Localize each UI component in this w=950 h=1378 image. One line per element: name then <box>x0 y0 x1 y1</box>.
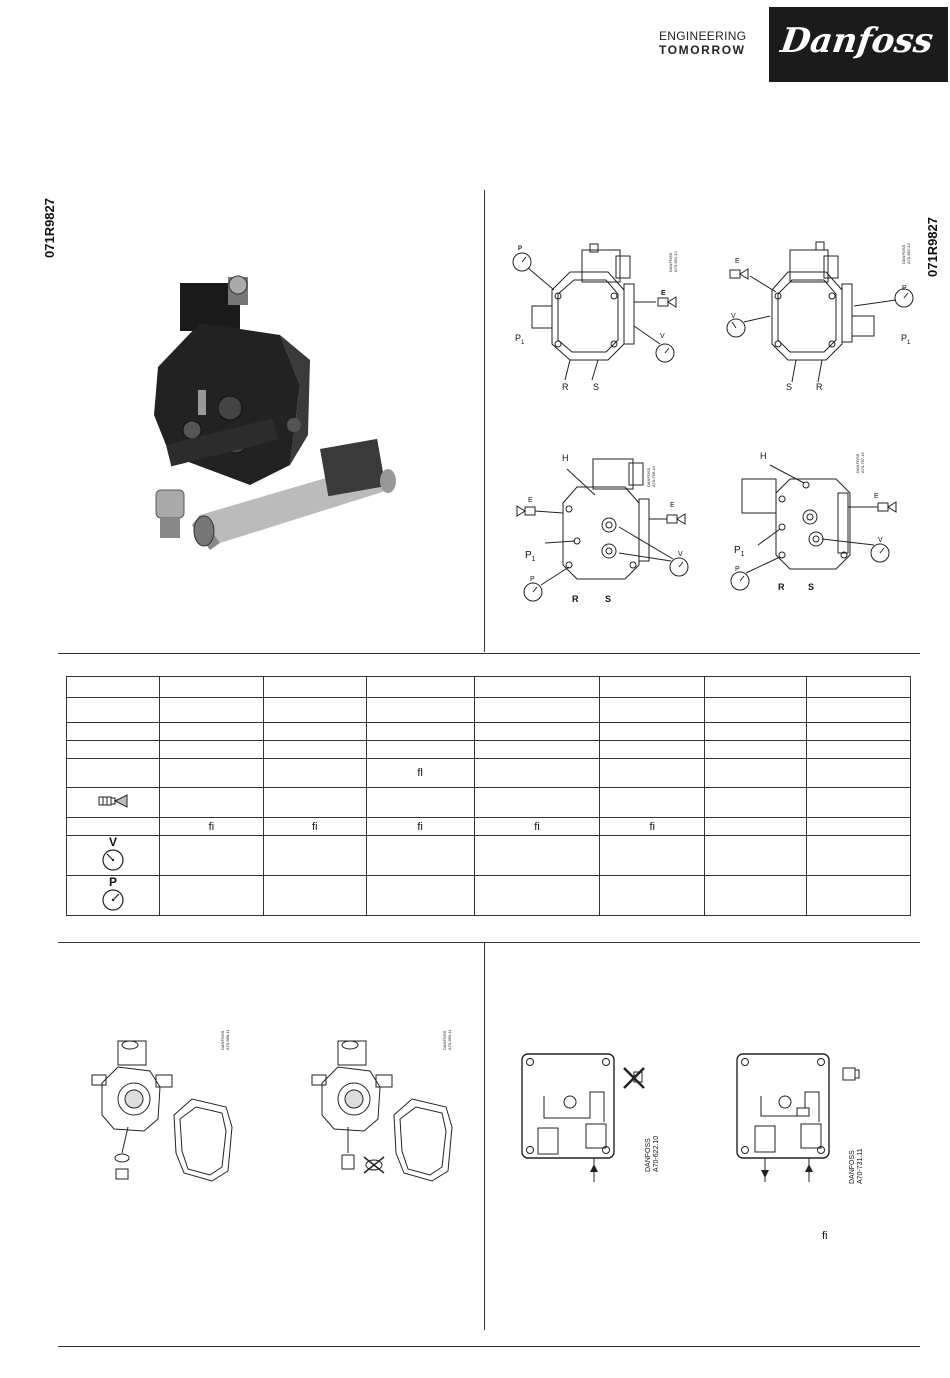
label-e: E <box>661 290 666 297</box>
ref-code: DANFOSS A70-669.11 <box>442 1029 452 1050</box>
label-v: V <box>878 537 883 544</box>
label-p1: $P_1$ <box>734 545 745 558</box>
divider-bottom-vertical <box>484 942 485 1330</box>
label-p1: $P_1$ <box>525 550 536 563</box>
label-e: E <box>874 493 879 500</box>
table-row <box>67 723 911 741</box>
danfoss-logo <box>769 7 948 82</box>
ref-code: DANFOSS A70-767.15 <box>855 452 865 473</box>
table-cell-nozzle <box>67 788 160 818</box>
text-fragment: ﬁ <box>822 1230 828 1242</box>
logo-text: Danfoss <box>778 21 936 61</box>
label-e1: E <box>528 497 533 504</box>
table-cell-lig: ﬁ <box>600 818 705 836</box>
divider-footer <box>58 1346 920 1347</box>
label-p1: $P_1$ <box>901 333 911 346</box>
table-row <box>67 836 911 876</box>
label-p: P <box>518 246 523 252</box>
ref-code: DANFOSS A70-766.14 <box>646 466 656 487</box>
side-code-right: 071R9827 <box>925 217 940 277</box>
pressure-gauge-icon <box>100 888 126 912</box>
label-s: S <box>808 582 815 592</box>
ref-code: DANFOSS A70-652.12 <box>901 243 911 264</box>
table-row <box>67 677 911 698</box>
divider-top-vertical <box>484 190 485 652</box>
label-r: R <box>572 594 579 604</box>
table-cell-pressure-gauge <box>67 876 160 916</box>
bypass-diagram-1 <box>520 1052 660 1188</box>
label-v: V <box>731 313 736 320</box>
divider-mid-horizontal <box>58 942 920 943</box>
table-row <box>67 741 911 759</box>
label-r: R <box>562 382 569 392</box>
table-cell-vacuum-gauge <box>67 836 160 876</box>
tagline-line2: TOMORROW <box>659 43 746 57</box>
table-row <box>67 818 911 836</box>
pressure-letter: P <box>108 875 117 889</box>
diagram-mid-right <box>730 455 920 605</box>
table-cell-lig: ﬁ <box>263 818 366 836</box>
exploded-drawing-2 <box>308 1035 468 1185</box>
label-e2: E <box>670 502 675 509</box>
label-r: R <box>816 382 823 392</box>
label-v: V <box>660 333 665 340</box>
ref-code: DANFOSS A70-668.11 <box>220 1029 230 1050</box>
label-p: P <box>902 285 907 292</box>
ref-code: DANFOSS A70-651.12 <box>668 251 678 272</box>
pump-photo <box>140 275 420 565</box>
nozzle-icon <box>96 794 130 808</box>
label-s: S <box>786 382 793 392</box>
label-p: P <box>735 566 740 573</box>
table-row <box>67 876 911 916</box>
label-h: H <box>562 453 569 463</box>
tagline-line1: ENGINEERING <box>659 29 747 43</box>
table-cell-lig: ﬂ <box>366 759 474 788</box>
diagram-top-right <box>718 236 918 400</box>
table-cell-lig: ﬁ <box>474 818 600 836</box>
label-e: E <box>735 258 740 265</box>
divider-top-horizontal <box>58 653 920 654</box>
diagram-mid-left <box>515 455 705 605</box>
table-cell-lig: ﬁ <box>159 818 263 836</box>
label-p: P <box>530 576 535 583</box>
tagline <box>659 29 746 57</box>
vacuum-gauge-icon <box>100 848 126 872</box>
label-h: H <box>760 451 767 461</box>
side-code-left: 071R9827 <box>42 198 57 258</box>
table-cell-lig: ﬁ <box>366 818 474 836</box>
label-p1: $P_1$ <box>515 333 525 346</box>
ref-code-a: DANFOSS A70-622.10 <box>645 1135 660 1172</box>
exploded-drawing-1 <box>88 1035 253 1185</box>
label-s: S <box>593 382 600 392</box>
ref-code-b: DANFOSS A70-731.11 <box>849 1148 864 1184</box>
vacuum-letter: V <box>108 835 117 849</box>
table-row <box>67 759 911 788</box>
table-row <box>67 698 911 723</box>
label-r: R <box>778 582 785 592</box>
table-row <box>67 788 911 818</box>
spec-table <box>66 676 911 916</box>
label-s: S <box>605 594 612 604</box>
label-v: V <box>678 551 683 558</box>
